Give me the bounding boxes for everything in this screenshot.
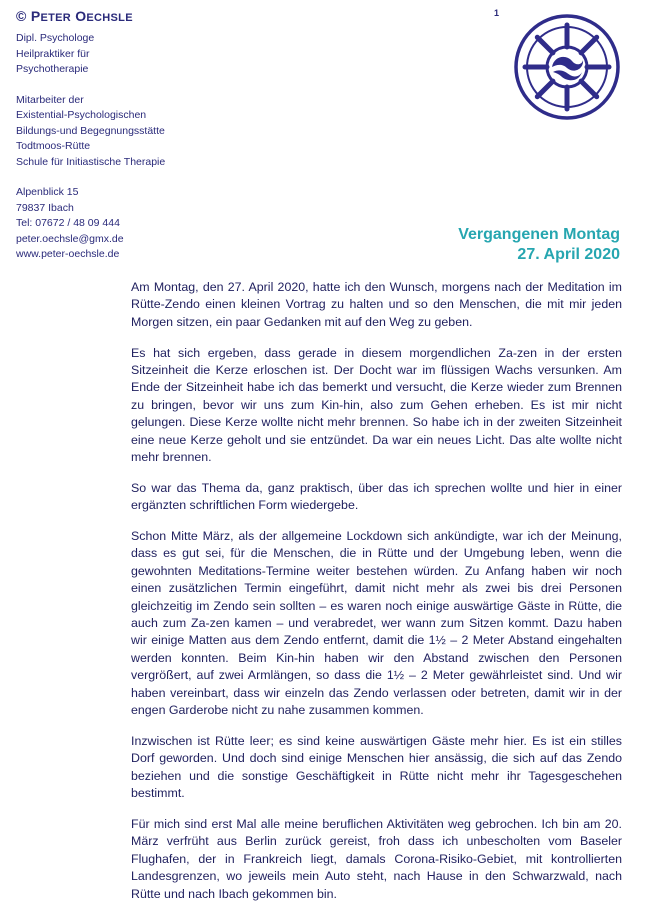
last-name-rest: ECHSLE <box>86 12 133 24</box>
affiliation-line: Mitarbeiter der <box>16 93 84 106</box>
profession-line: Heilpraktiker für <box>16 47 90 60</box>
body-paragraph: So war das Thema da, ganz praktisch, über das ich sprechen wollte und hier in einer ergänzten schriftlichen Form wiedergebe. <box>131 480 622 513</box>
profession-line: Dipl. Psychologe <box>16 32 95 44</box>
last-name-initial: O <box>75 8 87 24</box>
body-paragraph: Für mich sind erst Mal alle meine beruflichen Aktivitäten weg gebrochen. Ich bin am 20. März verfrüht aus Berlin zurück gereist, froh dass ich unbescholten vom Baseler Flughafen, der in Frankreich liegt, damals Corona-Risiko-Gebiet, mit kontrollierten Landesgrenzen, wo jeweils mein Auto steht, nach Hause in den Schwarzwald, nach Rütte und nach Ibach gekommen bin. <box>131 816 622 901</box>
wheel-logo-icon <box>508 12 626 122</box>
contact-block <box>16 185 206 263</box>
page-number: 1 <box>494 8 500 18</box>
address-street: Alpenblick 15 <box>16 186 79 198</box>
letter-body <box>131 279 622 916</box>
affiliation-line: Existential-Psychologischen <box>16 109 147 121</box>
affiliation-line: Schule für Initiastische Therapie <box>16 155 166 168</box>
phone-number: Tel: 07672 / 48 09 444 <box>16 217 120 229</box>
copyright-symbol: © <box>16 8 27 24</box>
first-name-rest: ETER <box>40 12 72 24</box>
author-name <box>16 7 206 27</box>
letterhead-sidebar <box>16 7 206 278</box>
affiliation-line: Todtmoos-Rütte <box>16 140 91 152</box>
profession-block <box>16 31 206 78</box>
body-paragraph: Schon Mitte März, als der allgemeine Lockdown sich ankündigte, war ich der Meinung, dass es gut sei, für die Menschen, die in Rütte und der Umgebung leben, wenn die gewohnten Meditations-Termine weiter bestehen würden. Zu Anfang haben wir noch einen zusätzlichen Termin eingeführt, damit nicht mehr als zwei bis drei Personen gleichzeitig im Zendo sein sollten – es waren noch einige auswärtige Gäste in Rütte, die auch zum Za-zen kamen – und verabredet, wer wann zum Sitzen kommt. Dazu haben wir einige Matten aus dem Zendo entfernt, damit die 1½ – 2 Meter Abstand eingehalten werden konnten. Beim Kin-hin haben wir den Abstand zwischen den Personen vergrößert, auf zwei Armlängen, so dass die 1½ – 2 Meter gewährleistet sind. Und wir haben vereinbart, dass wir einzeln das Zendo verlassen oder betreten, damit wir in der engen Garderobe nicht zu nahe zusammen kommen. <box>131 529 622 718</box>
email-link[interactable]: peter.oechsle@gmx.de <box>16 232 124 245</box>
website-link[interactable]: www.peter-oechsle.de <box>16 248 120 260</box>
first-name-initial: P <box>30 8 41 24</box>
affiliation-block <box>16 93 206 171</box>
heading-date: 27. April 2020 <box>517 246 620 263</box>
body-paragraph: Am Montag, den 27. April 2020, hatte ich den Wunsch, morgens nach der Meditation im Rütte-Zendo einen kleinen Vortrag zu halten und so den Menschen, die mit mir jeden Morgen sitzen, ein paar Gedanken mit auf den Weg zu geben. <box>131 280 622 329</box>
letter-heading <box>458 225 620 265</box>
body-paragraph: Inzwischen ist Rütte leer; es sind keine auswärtigen Gäste mehr hier. Es ist ein stilles Dorf geworden. Und doch sind einige Menschen hier ansässig, die sich auf das Zendo beziehen und die sonstige Geschäftigkeit in Rütte nicht mehr ihr Tagesgeschehen bestimmt. <box>131 733 622 801</box>
affiliation-line: Bildungs-und Begegnungsstätte <box>16 124 165 137</box>
heading-title: Vergangenen Montag <box>458 226 620 243</box>
profession-line: Psychotherapie <box>16 63 89 75</box>
body-paragraph: Es hat sich ergeben, dass gerade in diesem morgendlichen Za-zen in der ersten Sitzeinheit die Kerze erloschen ist. Der Docht war im flüssigen Wachs versunken. Am Ende der Sitzeinheit habe ich das bemerkt und versucht, die Kerze wieder zum Brennen zu bringen, bevor wir uns zum Kin-hin, also zum Gehen erheben. Es ist mir nicht gelungen. Diese Kerze wollte nicht mehr brennen. So habe ich in der zweiten Sitzeinheit eine neue Kerze geholt und sie entzündet. Da war ein neues Licht. Das alte wollte nicht mehr brennen. <box>131 345 622 465</box>
address-city: 79837 Ibach <box>16 201 74 214</box>
